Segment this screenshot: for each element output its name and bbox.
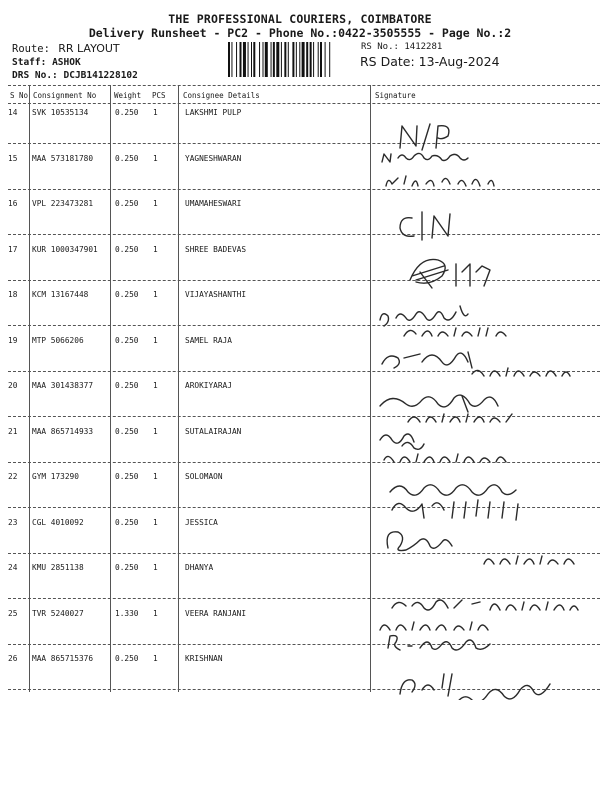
- row-pcs: 1: [153, 472, 158, 481]
- row-weight: 0.250: [115, 336, 139, 345]
- barcode-bar: [318, 42, 319, 77]
- row-sno: 18: [8, 290, 18, 299]
- col-header-pcs: PCS: [152, 91, 166, 100]
- row-consignment-no: TVR 5240027: [32, 609, 84, 618]
- barcode-bar: [236, 42, 237, 77]
- row-sno: 26: [8, 654, 18, 663]
- row-consignee: DHANYA: [185, 563, 214, 572]
- row-consignee: SAMEL RAJA: [185, 336, 232, 345]
- route-label: Route:: [12, 43, 50, 55]
- rs-date-line: [360, 54, 500, 69]
- row-sno: 20: [8, 381, 18, 390]
- barcode-bar: [329, 42, 330, 77]
- staff-label: Staff:: [12, 57, 47, 68]
- row-consignment-no: KCM 13167448: [32, 290, 89, 299]
- barcode-bar: [281, 42, 282, 77]
- col-header-weight: Weight: [114, 91, 142, 100]
- row-weight: 0.250: [115, 381, 139, 390]
- row-consignee: SUTALAIRAJAN: [185, 427, 242, 436]
- row-weight: 0.250: [115, 518, 139, 527]
- row-pcs: 1: [153, 290, 158, 299]
- row-weight: 0.250: [115, 154, 139, 163]
- row-weight: 0.250: [115, 108, 139, 117]
- barcode-bar: [292, 42, 294, 77]
- barcode-bar: [273, 42, 275, 77]
- barcode-bar: [320, 42, 322, 77]
- column-divider: [110, 85, 111, 692]
- route-value: RR LAYOUT: [58, 42, 120, 55]
- row-sno: 21: [8, 427, 18, 436]
- rs-no-line: [361, 42, 442, 52]
- barcode-bar: [248, 42, 249, 77]
- barcode-bar: [325, 42, 326, 77]
- column-divider: [29, 85, 30, 692]
- staff-value: ASHOK: [52, 57, 81, 68]
- barcode-bar: [228, 42, 230, 77]
- row-consignee: VIJAYASHANTHI: [185, 290, 247, 299]
- row-weight: 0.250: [115, 654, 139, 663]
- row-weight: 0.250: [115, 290, 139, 299]
- barcode-bar: [271, 42, 272, 77]
- barcode-bar: [243, 42, 246, 77]
- row-consignee: VEERA RANJANI: [185, 609, 247, 618]
- row-consignment-no: MAA 865714933: [32, 427, 94, 436]
- column-divider: [370, 85, 371, 692]
- row-sno: 14: [8, 108, 18, 117]
- row-consignment-no: SVK 10535134: [32, 108, 89, 117]
- drs-line: [12, 70, 138, 81]
- barcode-bar: [276, 42, 279, 77]
- row-consignee: UMAMAHESWARI: [185, 199, 242, 208]
- rs-no-label: RS No.:: [361, 42, 399, 52]
- barcode-bar: [251, 42, 252, 77]
- row-sno: 23: [8, 518, 18, 527]
- row-weight: 0.250: [115, 199, 139, 208]
- barcode-bar: [296, 42, 297, 77]
- row-pcs: 1: [153, 108, 158, 117]
- drs-value: DCJB141228102: [63, 70, 138, 81]
- row-sno: 16: [8, 199, 18, 208]
- row-consignment-no: KMU 2851138: [32, 563, 84, 572]
- row-sno: 25: [8, 609, 18, 618]
- barcode-bar: [306, 42, 308, 77]
- row-pcs: 1: [153, 154, 158, 163]
- barcode-bar: [313, 42, 314, 77]
- barcode-bar: [231, 42, 232, 77]
- barcode-bar: [240, 42, 242, 77]
- row-consignment-no: MTP 5066206: [32, 336, 84, 345]
- row-weight: 0.250: [115, 563, 139, 572]
- barcode-bar: [263, 42, 264, 77]
- row-consignee: SOLOMAON: [185, 472, 223, 481]
- row-pcs: 1: [153, 381, 158, 390]
- barcode-bar: [259, 42, 260, 77]
- row-consignment-no: MAA 301438377: [32, 381, 94, 390]
- row-consignee: YAGNESHWARAN: [185, 154, 242, 163]
- row-weight: 0.250: [115, 245, 139, 254]
- row-consignee: KRISHNAN: [185, 654, 223, 663]
- company-title: THE PROFESSIONAL COURIERS, COIMBATORE: [168, 12, 432, 26]
- row-consignment-no: KUR 1000347901: [32, 245, 98, 254]
- row-consignee: JESSICA: [185, 518, 218, 527]
- barcode-image: [228, 42, 356, 77]
- handwritten-signatures: [372, 100, 600, 700]
- table-top-rule: [8, 85, 600, 86]
- row-weight: 1.330: [115, 609, 139, 618]
- barcode-bar: [284, 42, 286, 77]
- row-pcs: 1: [153, 199, 158, 208]
- rs-no-value: 1412281: [404, 42, 443, 52]
- col-header-sno: S No: [10, 91, 29, 100]
- barcode-bar: [299, 42, 300, 77]
- row-sno: 15: [8, 154, 18, 163]
- col-header-signature: Signature: [375, 91, 416, 100]
- row-pcs: 1: [153, 609, 158, 618]
- col-header-consignee: Consignee Details: [183, 91, 260, 100]
- rs-date-label: RS Date:: [360, 54, 415, 69]
- row-sno: 22: [8, 472, 18, 481]
- row-sno: 24: [8, 563, 18, 572]
- route-line: [12, 42, 120, 55]
- runsheet-subtitle: Delivery Runsheet - PC2 - Phone No.:0422-3505555 - Page No.:2: [88, 26, 512, 40]
- row-consignee: AROKIYARAJ: [185, 381, 232, 390]
- column-divider: [178, 85, 179, 692]
- row-weight: 0.250: [115, 427, 139, 436]
- barcode-bar: [253, 42, 255, 77]
- row-consignment-no: CGL 4010092: [32, 518, 84, 527]
- row-pcs: 1: [153, 518, 158, 527]
- row-consignee: SHREE BADEVAS: [185, 245, 247, 254]
- row-pcs: 1: [153, 563, 158, 572]
- col-header-consignment: Consignment No: [33, 91, 97, 100]
- drs-label: DRS No.:: [12, 70, 58, 81]
- row-consignment-no: MAA 865715376: [32, 654, 94, 663]
- barcode-bar: [288, 42, 289, 77]
- row-consignment-no: GYM 173290: [32, 472, 79, 481]
- row-pcs: 1: [153, 654, 158, 663]
- row-weight: 0.250: [115, 472, 139, 481]
- row-consignee: LAKSHMI PULP: [185, 108, 242, 117]
- barcode-bar: [265, 42, 268, 77]
- row-pcs: 1: [153, 336, 158, 345]
- row-pcs: 1: [153, 427, 158, 436]
- row-consignment-no: VPL 223473281: [32, 199, 94, 208]
- row-sno: 17: [8, 245, 18, 254]
- barcode-bar: [302, 42, 305, 77]
- row-pcs: 1: [153, 245, 158, 254]
- row-consignment-no: MAA 573181780: [32, 154, 94, 163]
- rs-date-value: 13-Aug-2024: [418, 54, 500, 69]
- row-sno: 19: [8, 336, 18, 345]
- staff-line: [12, 57, 81, 68]
- barcode-bar: [310, 42, 312, 77]
